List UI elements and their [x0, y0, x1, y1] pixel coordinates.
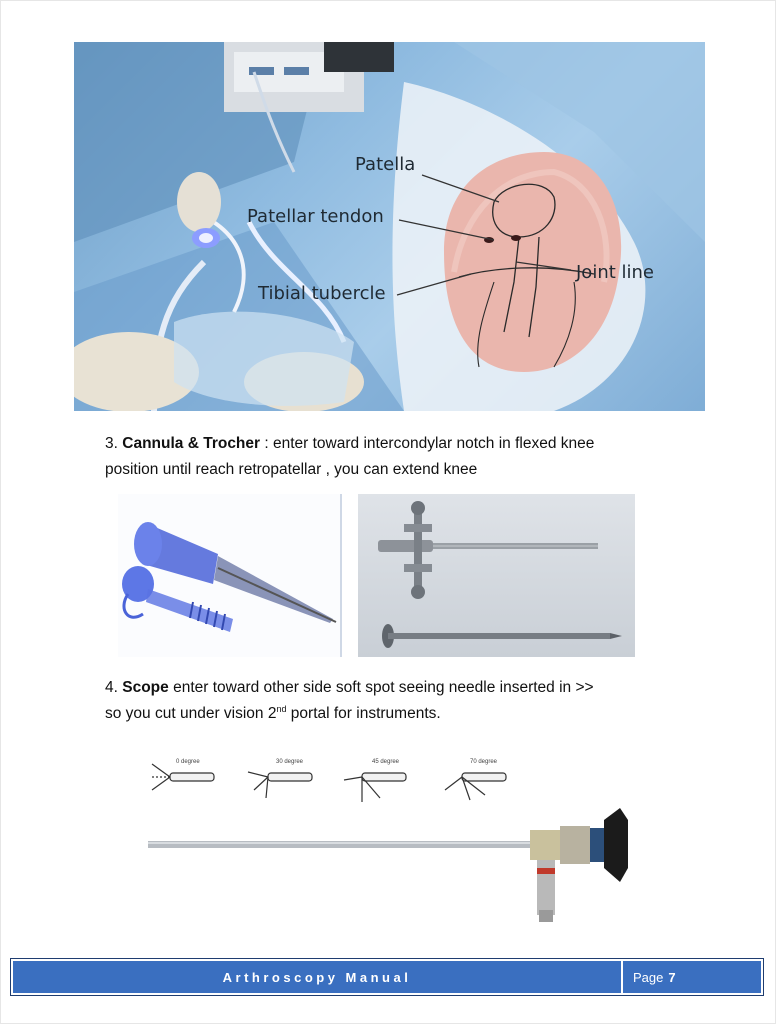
- scope-angle-0-label: 0 degree: [176, 759, 200, 765]
- knee-photo-drawing: [74, 42, 705, 411]
- scope-angle-45-label: 45 degree: [372, 759, 400, 765]
- plastic-cannula-drawing: [118, 494, 340, 657]
- label-patella: Patella: [355, 154, 416, 175]
- step3-text-line1: : enter toward intercondylar notch in flexed knee: [260, 435, 595, 452]
- metal-trocar-image: [358, 494, 635, 657]
- label-tibial-tubercle: Tibial tubercle: [258, 283, 386, 304]
- scope-angle-70-label: 70 degree: [470, 759, 498, 765]
- page-footer: [10, 958, 764, 996]
- step4-superscript: nd: [276, 703, 287, 714]
- step3-text-line2: position until reach retropatellar , you can extend knee: [105, 461, 478, 478]
- footer-page-value: 7: [668, 969, 676, 985]
- scope-angle-30-label: 30 degree: [276, 759, 304, 765]
- step3-term: Cannula & Trocher: [122, 435, 261, 452]
- metal-trocar-drawing: [358, 494, 635, 657]
- step4-text-line2-a: so you cut under vision 2: [105, 705, 277, 722]
- step4-text-line2-b: portal for instruments.: [286, 705, 441, 722]
- plastic-cannula-image: [118, 494, 342, 657]
- step4-number: 4.: [105, 679, 118, 696]
- step3-paragraph: [105, 431, 594, 483]
- step4-paragraph: [105, 675, 594, 727]
- footer-manual-title: Arthroscopy Manual: [13, 961, 621, 993]
- arthroscope-drawing: [140, 750, 650, 930]
- arthroscope-image: [140, 750, 650, 930]
- label-joint-line: Joint line: [576, 262, 654, 283]
- footer-page-label: Page: [633, 969, 664, 985]
- label-patellar-tendon: Patellar tendon: [247, 206, 384, 227]
- knee-surgery-photo: [74, 42, 705, 411]
- footer-page-number: [623, 961, 761, 993]
- step4-term: Scope: [122, 679, 169, 696]
- step3-number: 3.: [105, 435, 118, 452]
- step4-text-line1: enter toward other side soft spot seeing needle inserted in >>: [168, 679, 594, 696]
